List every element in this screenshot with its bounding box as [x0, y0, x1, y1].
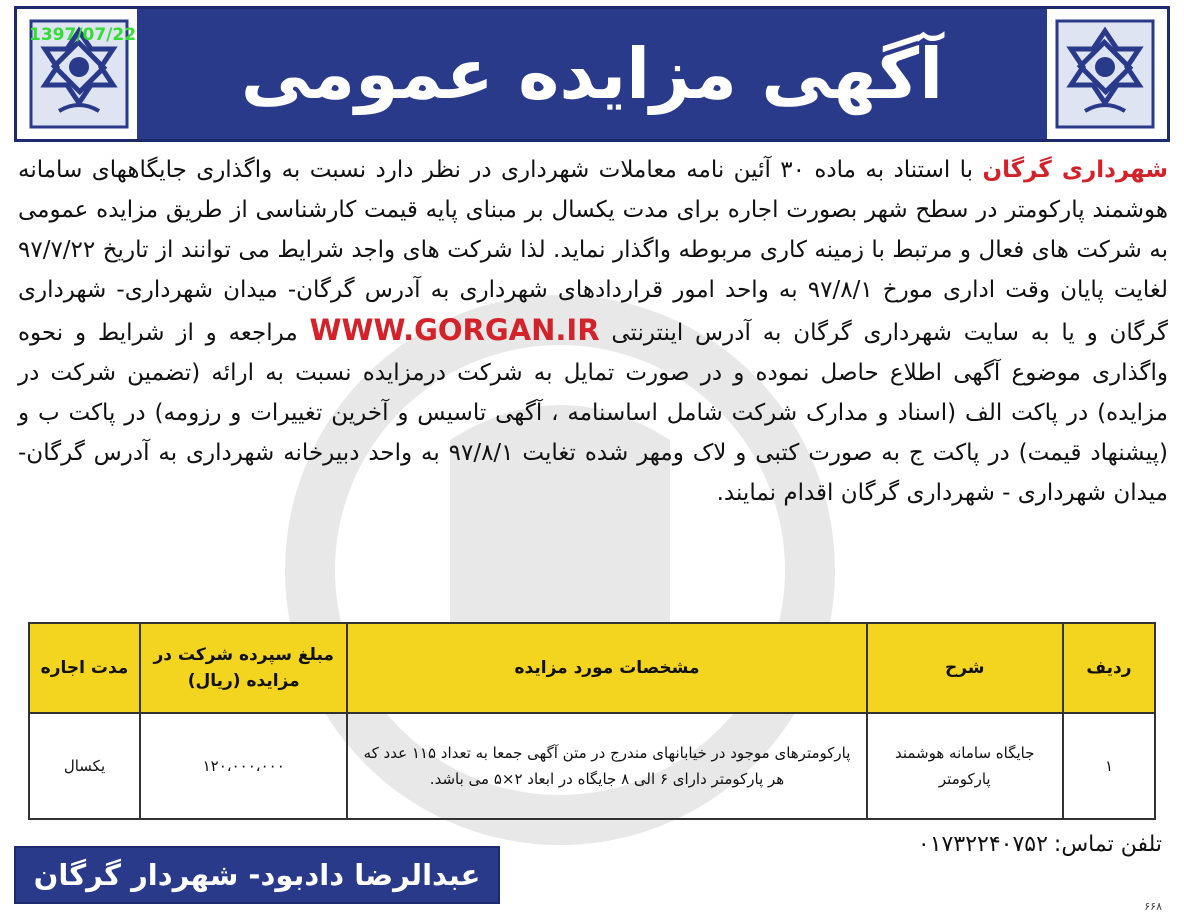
- phone-label: تلفن تماس:: [1053, 832, 1162, 857]
- contact-phone: [918, 832, 1162, 857]
- table-row: [29, 713, 1155, 819]
- table-header-row: [29, 623, 1155, 713]
- cell-duration: یکسال: [29, 713, 140, 819]
- organization-name: شهرداری گرگان: [982, 157, 1169, 183]
- col-header-specs: مشخصات مورد مزایده: [347, 623, 866, 713]
- col-header-description: شرح: [867, 623, 1063, 713]
- date-stamp: 1397/07/22: [29, 25, 137, 45]
- notice-body: [18, 150, 1168, 610]
- cell-deposit: ۱۲۰،۰۰۰،۰۰۰: [140, 713, 347, 819]
- phone-number: ۰۱۷۳۲۲۴۰۷۵۲: [917, 832, 1048, 857]
- notice-code: ۶۶۸: [1144, 900, 1162, 913]
- col-header-duration: مدت اجاره: [29, 623, 140, 713]
- cell-row-number: ۱: [1063, 713, 1155, 819]
- cell-specs: پارکومترهای موجود در خیابانهای مندرج در متن آگهی جمعا به تعداد ۱۱۵ عدد که هر پارکومتر دارای ۶ الی ۸ جایگاه در ابعاد ۲×۵ می باشد.: [347, 713, 866, 819]
- auction-table: [28, 622, 1156, 820]
- col-header-row-number: ردیف: [1063, 623, 1155, 713]
- col-header-deposit: مبلغ سپرده شرکت در مزایده (ریال): [140, 623, 347, 713]
- municipality-logo-icon: [1055, 19, 1155, 129]
- notice-header: [14, 6, 1170, 142]
- website-link[interactable]: WWW.GORGAN.IR: [309, 313, 600, 347]
- signature-box: [14, 846, 500, 904]
- body-paragraph-part2: مراجعه و از شرایط و نحوه واگذاری موضوع آگهی اطلاع حاصل نموده و در صورت تمایل به شرکت درمزایده نسبت به ارائه (تضمین شرکت در مزایده) در پاکت الف (اسناد و مدارک شرکت شامل اساسنامه ، آگهی تاسیس و آخرین تغییرات و رزومه) در پاکت ب و (پیشنهاد قیمت) در پاکت ج به صورت کتبی و لاک ومهر شده تغایت ۹۷/۸/۱ به واحد دبیرخانه شهرداری به آدرس گرگان-میدان شهرداری - شهرداری گرگان اقدام نمایند.: [18, 320, 1168, 506]
- signature-text: عبدالرضا دادبود- شهردار گرگان: [33, 858, 481, 892]
- cell-description: جایگاه سامانه هوشمند پارکومتر: [867, 713, 1063, 819]
- body-paragraph-part1: با استناد به ماده ۳۰ آئین نامه معاملات شهرداری در نظر دارد نسبت به واگذاری جایگاههای سامانه هوشمند پارکومتر در سطح شهر بصورت اجاره برای مدت یکسال بر مبنای پایه قیمت کارشناسی از طریق مزایده عمومی به شرکت های فعال و مرتبط با زمینه کاری مربوطه واگذار نماید. لذا شرکت های واجد شرایط می توانند از تاریخ ۹۷/۷/۲۲ لغایت پایان وقت اداری مورخ ۹۷/۸/۱ به واحد امور قراردادهای شهرداری به آدرس گرگان- میدان شهرداری- شهرداری گرگان و یا به سایت شهرداری گرگان به آدرس اینترنتی: [18, 157, 1169, 346]
- notice-title: آگهی مزایده عمومی: [240, 33, 944, 115]
